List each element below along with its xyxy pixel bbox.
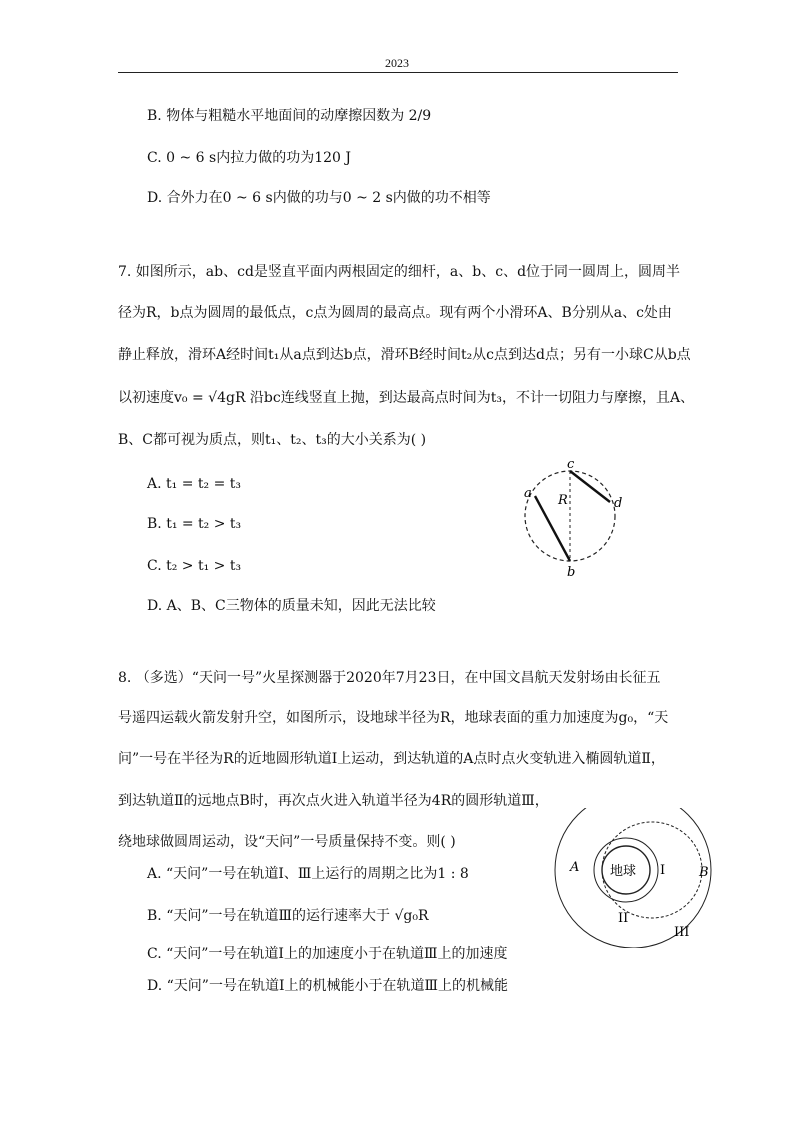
- q7-label-R: R: [558, 493, 568, 508]
- q7-option-d: D. A、B、C三物体的质量未知，因此无法比较: [147, 598, 436, 614]
- orbit-iii-label: III: [674, 925, 690, 940]
- q8-option-c: C. “天问”一号在轨道Ⅰ上的加速度小于在轨道Ⅲ上的加速度: [147, 946, 508, 962]
- q8-stem-line-2: 号遥四运载火箭发射升空，如图所示，设地球半径为R，地球表面的重力加速度为g₀，“天: [118, 710, 669, 726]
- q7-stem-line-3: 静止释放，滑环A经时间t₁从a点到达b点，滑环B经时间t₂从c点到达d点；另有一小球C从b点: [118, 347, 691, 363]
- q7-label-b: b: [567, 565, 576, 580]
- q7-label-d: d: [614, 496, 623, 511]
- q8-option-d: D. “天问”一号在轨道Ⅰ上的机械能小于在轨道Ⅲ上的机械能: [147, 978, 508, 994]
- orbit-i-label: I: [660, 863, 666, 878]
- earth-label: 地球: [610, 864, 637, 879]
- q7-stem-line-1: 7. 如图所示，ab、cd是竖直平面内两根固定的细杆，a、b、c、d位于同一圆周上，圆周半: [118, 264, 681, 280]
- q7-option-b: B. t₁ = t₂ > t₃: [147, 516, 242, 532]
- q8-option-b: B. “天问”一号在轨道Ⅲ的运行速率大于 √g₀R: [147, 908, 429, 924]
- page-header-year: 2023: [385, 56, 409, 70]
- q8-stem-line-5: 绕地球做圆周运动，设“天问”一号质量保持不变。则( ): [118, 834, 456, 850]
- q6-option-c: C. 0 ~ 6 s内拉力做的功为120 J: [147, 150, 351, 166]
- point-b-label: B: [699, 865, 709, 880]
- header-rule: [118, 72, 678, 73]
- q7-option-c: C. t₂ > t₁ > t₃: [147, 558, 242, 574]
- q7-label-a: a: [524, 486, 532, 501]
- q7-stem-line-4: 以初速度v₀ = √4gR 沿bc连线竖直上抛，到达最高点时间为t₃，不计一切阻力与摩擦，且A、: [118, 390, 695, 406]
- q7-option-a: A. t₁ = t₂ = t₃: [147, 476, 241, 492]
- q8-stem-line-1: 8. （多选）“天问一号”火星探测器于2020年7月23日，在中国文昌航天发射场由长征五: [118, 670, 661, 686]
- q8-stem-line-4: 到达轨道Ⅱ的远地点B时，再次点火进入轨道半径为4R的圆形轨道Ⅲ，: [118, 793, 549, 809]
- q6-option-d: D. 合外力在0 ~ 6 s内做的功与0 ~ 2 s内做的功不相等: [147, 190, 491, 206]
- q8-stem-line-3: 问”一号在半径为R的近地圆形轨道Ⅰ上运动，到达轨道的A点时点火变轨进入椭圆轨道Ⅱ，: [118, 751, 665, 767]
- q6-option-b: B. 物体与粗糙水平地面间的动摩擦因数为 2/9: [147, 108, 432, 124]
- q8-option-a: A. “天问”一号在轨道Ⅰ、Ⅲ上运行的周期之比为1 : 8: [147, 866, 469, 882]
- point-a-label: A: [570, 860, 580, 875]
- q7-stem-line-5: B、C都可视为质点，则t₁、t₂、t₃的大小关系为( ): [118, 432, 427, 448]
- orbit-ii-label: II: [618, 911, 629, 926]
- q7-stem-line-2: 径为R，b点为圆周的最低点，c点为圆周的最高点。现有两个小滑环A、B分别从a、c处由: [118, 305, 672, 321]
- q7-circle-figure: [515, 460, 635, 580]
- q8-orbit-figure: [548, 808, 718, 948]
- q7-label-c: c: [567, 460, 575, 472]
